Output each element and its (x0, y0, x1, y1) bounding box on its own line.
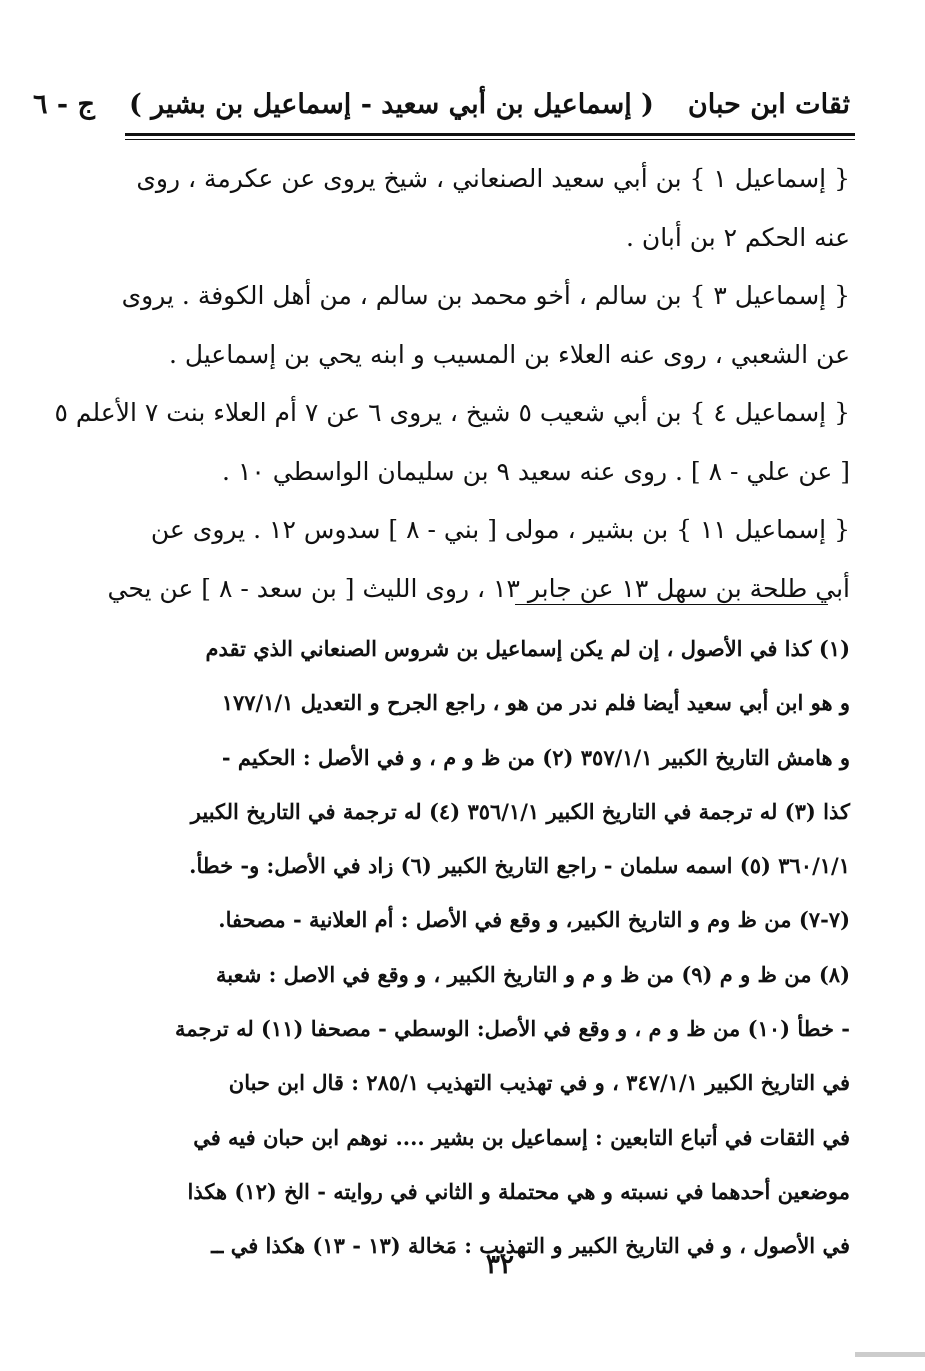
text-line: [ عن علي - ٨ ] . روى عنه سعيد ٩ بن سليمان الواسطي ١٠ . (222, 456, 850, 486)
main-text (54, 150, 850, 618)
text-line: عن الشعبي ، روى عنه العلاء بن المسيب و ابنه يحي بن إسماعيل . (168, 339, 850, 369)
footnote-line: في الأصول ، و في التاريخ الكبير و التهذيب : مَخالة (١٣ - ١٣) هكذا في ــ (211, 1233, 850, 1259)
footnote-line: ٣٦٠/١/١ (٥) اسمه سلمان - راجع التاريخ الكبير (٦) زاد في الأصل: و- خطأ. (189, 853, 850, 879)
header-rule-thin (125, 139, 855, 140)
header-volume: ج - ٦ (32, 88, 95, 120)
footnotes (175, 622, 850, 1274)
footnote-line: في الثقات في أتباع التابعين : إسماعيل بن بشير .... نوهم ابن حبان فيه في (193, 1124, 850, 1150)
header-rule-thick (125, 133, 855, 136)
text-line: { إسماعيل ٤ } بن أبي شعيب ٥ شيخ ، يروى ٦ عن ٧ أم العلاء بنت ٧ الأعلم ٥ (54, 398, 850, 427)
footnote-separator (515, 604, 828, 605)
text-line: أبي طلحة بن سهل ١٣ عن جابر ١٣ ، روى الليث [ بن سعد - ٨ ] عن يحي (107, 573, 850, 603)
footnote-line: (٨) من ظ و م (٩) من ظ و م و التاريخ الكبير ، و وقع في الاصل : شعبة (215, 961, 850, 987)
text-line: { إسماعيل ١١ } بن بشير ، مولى [ بني - ٨ ] سدوس ١٢ . يروى عن (150, 515, 850, 544)
header-subject: ( إسماعيل بن أبي سعيد - إسماعيل بن بشير ) (128, 88, 654, 120)
text-line: عنه الحكم ٢ بن أبان . (626, 222, 850, 252)
footnote-line: و هامش التاريخ الكبير ٣٥٧/١/١ (٢) من ظ و م ، و في الأصل : الحكيم - (221, 744, 850, 770)
footnote-line: و هو ابن أبي سعيد أيضا فلم ندر من هو ، راجع الجرح و التعديل ١٧٧/١/١ (221, 690, 850, 716)
footnote-line: موضعين أحدهما في نسبته و هي محتملة و الثاني في روايته - الخ (١٢) هكذا (187, 1178, 850, 1204)
footnote-line: - خطأ (١٠) من ظ و م ، و وقع في الأصل: الوسطي - مصحفا (١١) له ترجمة (174, 1016, 850, 1042)
text-line: { إسماعيل ١ } بن أبي سعيد الصنعاني ، شيخ يروى عن عكرمة ، روى (136, 164, 850, 193)
scan-artifact (855, 1352, 925, 1357)
footnote-line: (٧-٧) من ظ وم و التاريخ الكبير، و وقع في الأصل : أم العلانية - مصحفا. (218, 907, 850, 933)
running-header (32, 80, 850, 128)
header-title: ثقات ابن حبان (687, 88, 850, 120)
page-number: ٣٢ (486, 1250, 514, 1280)
footnote-line: في التاريخ الكبير ٣٤٧/١/١ ، و في تهذيب التهذيب ٢٨٥/١ : قال ابن حبان (228, 1070, 850, 1096)
text-line: { إسماعيل ٣ } بن سالم ، أخو محمد بن سالم ، من أهل الكوفة . يروى (121, 281, 850, 310)
footnote-line: (١) كذا في الأصول ، إن لم يكن إسماعيل بن شروس الصنعاني الذي تقدم (205, 636, 850, 661)
footnote-line: كذا (٣) له ترجمة في التاريخ الكبير ٣٥٦/١/١ (٤) له ترجمة في التاريخ الكبير (190, 798, 850, 824)
